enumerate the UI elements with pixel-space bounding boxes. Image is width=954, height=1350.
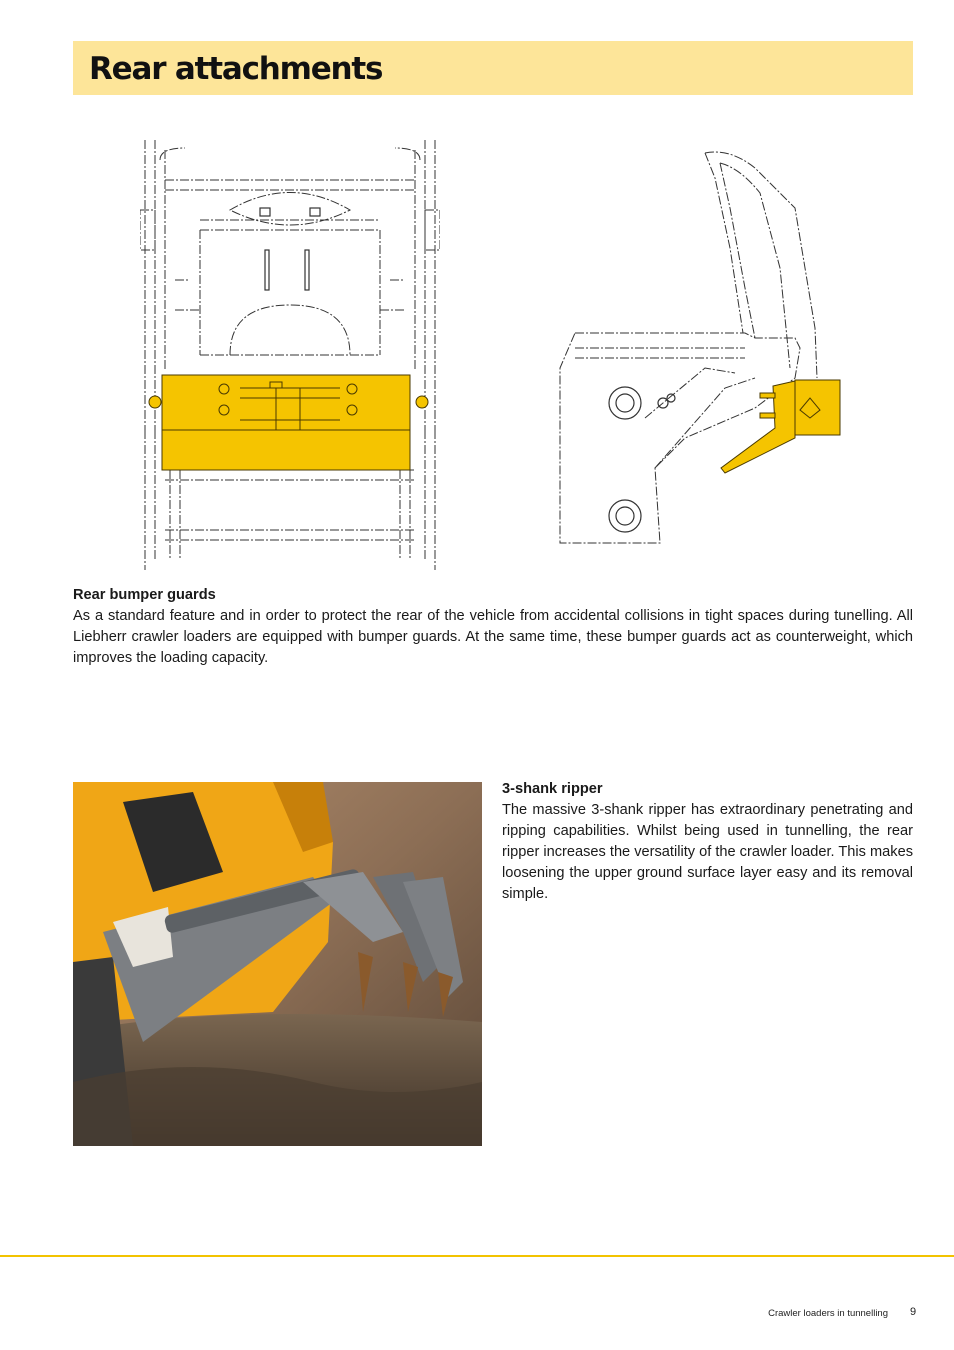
- title-bar: [73, 41, 913, 95]
- ripper-section: [502, 779, 913, 905]
- ripper-photo: [73, 782, 482, 1146]
- ripper-heading: 3-shank ripper: [502, 781, 603, 797]
- ripper-side-drawing: [555, 148, 875, 548]
- bumper-guards-section: [73, 585, 913, 669]
- page-number: 9: [910, 1306, 917, 1318]
- bumper-guards-body: As a standard feature and in order to protect the rear of the vehicle from accidental collisions in tight spaces during tunelling. All Liebherr crawler loaders are equipped with bumper guards. At the same time, these bumper guards act as counterweight, which improves the loading capacity.: [73, 608, 913, 666]
- bumper-guard-drawing: [140, 130, 440, 570]
- ripper-body: The massive 3-shank ripper has extraordinary penetrating and ripping capabilities. Whilst being used in tunnelling, the rear ripper increases the versatility of the crawler loader. This makes loosening the upper ground surface layer easy and its removal simple.: [502, 802, 913, 902]
- footer-rule: [0, 1255, 954, 1257]
- bumper-guards-heading: Rear bumper guards: [73, 587, 216, 603]
- footer-caption: Crawler loaders in tunnelling: [768, 1308, 888, 1319]
- page-title: Rear attachments: [89, 51, 383, 87]
